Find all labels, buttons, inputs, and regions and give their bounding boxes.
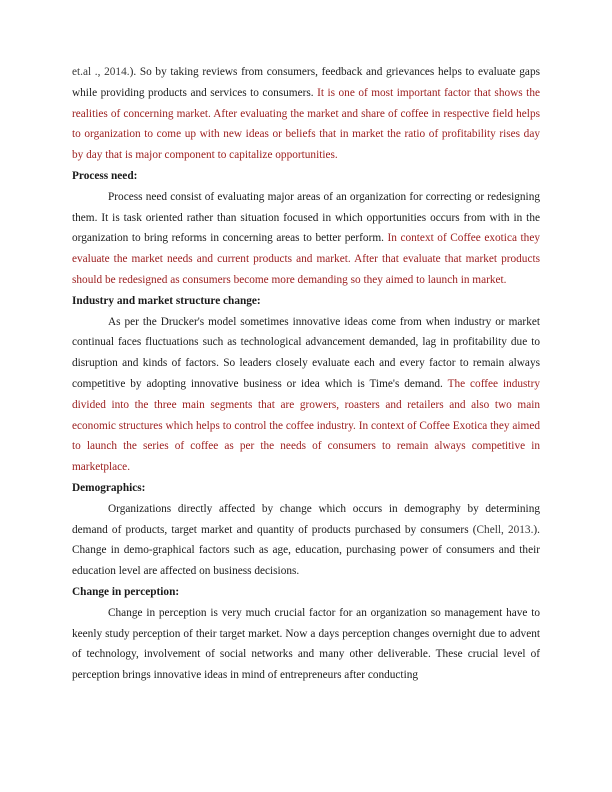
process-need-highlight: In context of Coffee exotica they evaluate the market needs and current products and market. After that evaluate that market products should be redesigned as consumers become more demanding so they aimed to launch in market. [72, 232, 540, 286]
perception-heading: Change in perception: [72, 585, 180, 598]
industry-change-heading: Industry and market structure change: [72, 294, 261, 307]
intro-paragraph [72, 62, 540, 166]
intro-citation: et.al ., 2014. [72, 66, 130, 78]
intro-highlight: It is one of most important factor that shows the realities of concerning market. After evaluating the market and share of coffee in respective field helps to organization to come up with new ideas or beliefs that in market the ratio of profitability rises day by day that is major component to capitalize opportunities. [72, 86, 540, 162]
demographics-paragraph [72, 499, 540, 582]
process-need-text: Process need consist of evaluating major areas of an organization for correcting or redesigning them. It is task oriented rather than situation focused in which opportunities occurs from with in the organization to bring reforms in concerning areas to better perform. [72, 190, 540, 245]
industry-change-text: As per the Drucker's model sometimes innovative ideas come from when industry or market continual faces fluctuations such as technological advancement demanded, lag in profitability due to disruption and kinds of factors. So leaders closely evaluate each and every factor to remain always competitive by adopting innovative business or idea which is Time's demand. [72, 315, 540, 390]
industry-change-paragraph [72, 312, 540, 478]
demographics-heading: Demographics: [72, 481, 146, 494]
demographics-text-after: ). Change in demo-graphical factors such as age, education, purchasing power of consumers and their education level are affected on business decisions. [72, 523, 540, 578]
process-need-paragraph [72, 187, 540, 291]
document-body [72, 62, 540, 686]
demographics-text-before: Organizations directly affected by change which occurs in demography by determining demand of products, target market and quantity of products purchased by consumers ( [72, 502, 540, 536]
perception-text: Change in perception is very much crucial factor for an organization so management have to keenly study perception of their target market. Now a days perception changes overnight due to advent of technology, involvement of social networks and many other deliverable. These crucial level of perception brings innovative ideas in mind of entrepreneurs after conducting [72, 606, 540, 682]
perception-paragraph [72, 603, 540, 686]
intro-text: ). So by taking reviews from consumers, feedback and grievances helps to evaluate gaps while providing products and services to consumers. [72, 66, 540, 99]
industry-change-highlight: The coffee industry divided into the three main segments that are growers, roasters and retailers and also two main economic structures which helps to control the coffee industry. In context of Coffee Exotica they aimed to launch the series of coffee as per the needs of consumers to remain always competitive in marketplace. [72, 377, 540, 474]
process-need-heading: Process need: [72, 169, 138, 182]
demographics-citation: Chell, 2013. [476, 523, 534, 536]
